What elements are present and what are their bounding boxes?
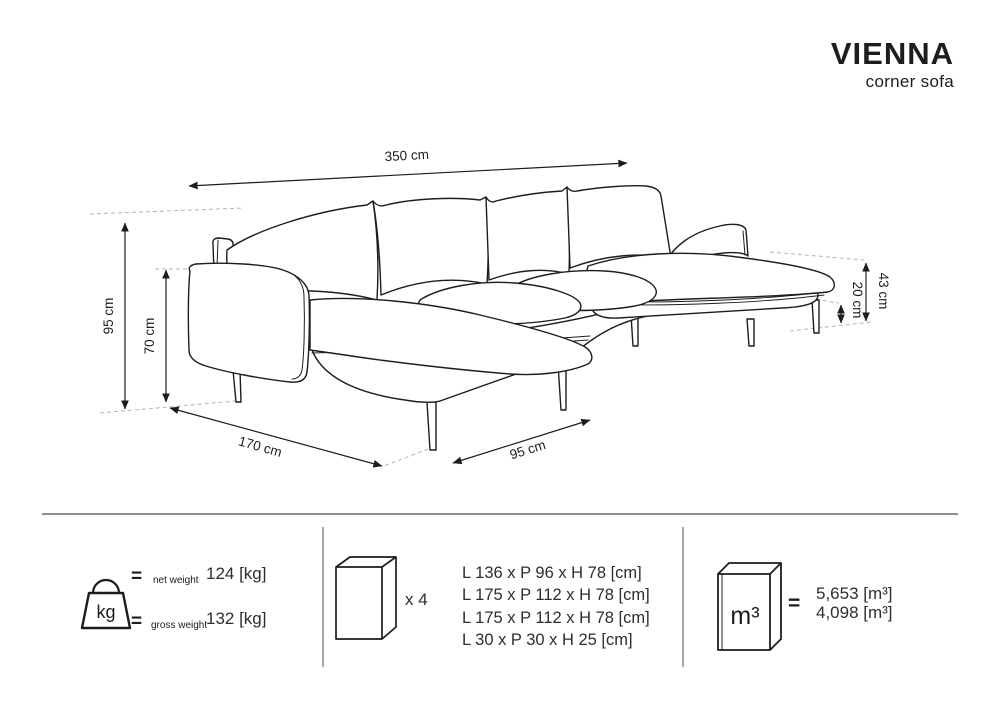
dim-label-total-width: 350 cm <box>384 146 430 165</box>
net-weight-value: 124 [kg] <box>206 564 267 583</box>
volume-equals: = <box>788 592 801 615</box>
dim-label-end-depth: 95 cm <box>507 437 548 463</box>
gross-weight-equals: = <box>131 611 143 632</box>
volume-value-1: 5,653 [m³] <box>816 584 893 603</box>
volume-values <box>816 584 893 622</box>
net-weight-label: net weight <box>153 575 199 586</box>
package-dim-2: L 175 x P 112 x H 78 [cm] <box>462 586 650 605</box>
dim-label-leg-height: 20 cm <box>850 281 865 319</box>
dim-label-total-height: 95 cm <box>101 297 116 335</box>
gross-weight-value: 132 [kg] <box>206 609 267 628</box>
package-count: x 4 <box>405 590 428 609</box>
product-type: corner sofa <box>865 72 954 91</box>
cubic-meter-icon <box>712 558 786 654</box>
product-name: VIENNA <box>830 36 954 71</box>
package-dim-1: L 136 x P 96 x H 78 [cm] <box>462 564 642 582</box>
kg-icon-label: kg <box>96 602 116 622</box>
package-box-icon <box>334 555 402 643</box>
package-dim-3: L 175 x P 112 x H 78 [cm] <box>462 608 650 627</box>
spec-bar-top-rule <box>42 513 958 515</box>
left-armrest <box>188 263 309 382</box>
dim-label-chaise-depth: 170 cm <box>236 433 284 460</box>
spec-divider-1 <box>322 527 324 667</box>
dim-350-arrow <box>189 163 627 186</box>
spec-divider-2 <box>682 527 684 667</box>
cubic-meter-icon-label: m³ <box>730 602 760 630</box>
gross-weight-label: gross weight <box>151 620 208 631</box>
package-dim-4: L 30 x P 30 x H 25 [cm] <box>462 631 633 650</box>
package-dimension-list <box>462 562 650 652</box>
kg-weight-icon <box>78 572 134 632</box>
dim-label-seat-back: 43 cm <box>876 272 891 310</box>
dim-label-backrest: 70 cm <box>142 317 157 355</box>
sofa-outline <box>188 186 834 450</box>
net-weight-equals: = <box>131 566 143 587</box>
volume-value-2: 4,098 [m³] <box>816 603 893 622</box>
